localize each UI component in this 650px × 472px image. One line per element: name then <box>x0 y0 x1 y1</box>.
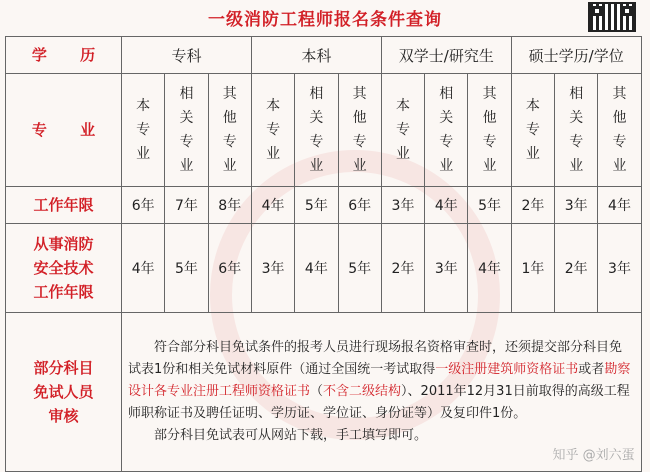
practice-years-cell: 1年 <box>511 224 554 313</box>
practice-years-cell: 2年 <box>555 224 598 313</box>
major-cell: 相关专业 <box>165 74 208 187</box>
education-row <box>6 37 642 74</box>
practice-years-label: 从事消防 安全技术 工作年限 <box>6 224 122 313</box>
work-years-cell: 6年 <box>338 187 381 224</box>
page-title: 一级消防工程师报名条件查询 <box>208 9 442 30</box>
major-cell: 本专业 <box>251 74 294 187</box>
major-cell: 本专业 <box>122 74 165 187</box>
work-years-cell: 8年 <box>208 187 251 224</box>
work-years-cell: 2年 <box>511 187 554 224</box>
exempt-note <box>122 313 642 472</box>
major-cell: 其他专业 <box>208 74 251 187</box>
major-cell: 本专业 <box>381 74 424 187</box>
work-years-cell: 7年 <box>165 187 208 224</box>
practice-years-cell: 5年 <box>338 224 381 313</box>
work-years-cell: 3年 <box>381 187 424 224</box>
education-group: 双学士/研究生 <box>381 37 511 74</box>
practice-years-cell: 2年 <box>381 224 424 313</box>
practice-years-cell: 5年 <box>165 224 208 313</box>
major-row <box>6 74 642 187</box>
practice-years-cell: 6年 <box>208 224 251 313</box>
education-group: 本科 <box>251 37 381 74</box>
practice-years-row <box>6 224 642 313</box>
download-note: 部分科目免试表可从网站下载，手工填写即可。 <box>154 428 428 443</box>
major-cell: 相关专业 <box>555 74 598 187</box>
major-cell: 本专业 <box>511 74 554 187</box>
source-watermark: 知乎 @刘六蛋 <box>552 448 635 463</box>
practice-years-cell: 3年 <box>598 224 641 313</box>
work-years-cell: 3年 <box>555 187 598 224</box>
education-group: 专科 <box>122 37 252 74</box>
work-years-cell: 5年 <box>295 187 338 224</box>
practice-years-cell: 4年 <box>295 224 338 313</box>
practice-years-cell: 3年 <box>425 224 468 313</box>
exempt-label: 部分科目 免试人员 审核 <box>6 313 122 472</box>
work-years-cell: 6年 <box>122 187 165 224</box>
practice-years-cell: 3年 <box>251 224 294 313</box>
work-years-label: 工作年限 <box>6 187 122 224</box>
exempt-row <box>6 313 642 472</box>
page-title-bar <box>0 0 650 34</box>
work-years-cell: 4年 <box>598 187 641 224</box>
education-label: 学 历 <box>6 37 122 74</box>
major-cell: 其他专业 <box>598 74 641 187</box>
practice-years-cell: 4年 <box>122 224 165 313</box>
major-cell: 相关专业 <box>425 74 468 187</box>
requirements-table <box>5 36 642 472</box>
major-cell: 相关专业 <box>295 74 338 187</box>
major-cell: 其他专业 <box>338 74 381 187</box>
practice-years-cell: 4年 <box>468 224 511 313</box>
major-label: 专 业 <box>6 74 122 187</box>
qr-code-icon <box>588 2 636 32</box>
work-years-cell: 4年 <box>251 187 294 224</box>
education-group: 硕士学历/学位 <box>511 37 641 74</box>
work-years-cell: 4年 <box>425 187 468 224</box>
work-years-row <box>6 187 642 224</box>
major-cell: 其他专业 <box>468 74 511 187</box>
exempt-note-paragraph: 符合部分科目免试条件的报考人员进行现场报名资格审查时，还须提交部分科目免试表1份和相关免试材料原件（通过全国统一考试取得一级注册建筑师资格证书或者勘察设计各专业注册工程师资格证书（不含二级结构）、2011年12月31日前取得的高级工程师职称证书及聘任证明、学历证、学位证、身份证等）及复印件1份。 <box>128 340 631 421</box>
work-years-cell: 5年 <box>468 187 511 224</box>
